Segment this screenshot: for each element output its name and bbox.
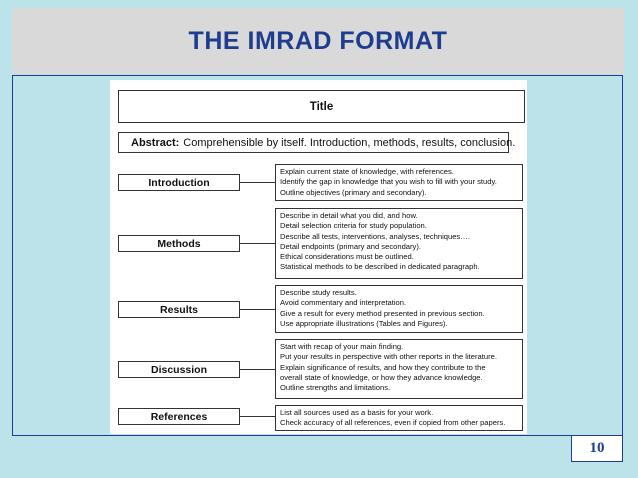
detail-line: overall state of knowledge, or how they advance knowledge. xyxy=(280,372,483,382)
detail-line: Ethical considerations must be outlined. xyxy=(280,252,414,262)
detail-line: Use appropriate illustrations (Tables and Figures). xyxy=(280,318,448,328)
section-introduction: Introduction xyxy=(118,174,240,191)
detail-line: Detail selection criteria for study population. xyxy=(280,221,427,231)
detail-line: Outline strengths and limitations. xyxy=(280,383,391,393)
detail-line: Put your results in perspective with other reports in the literature. xyxy=(280,352,497,362)
detail-line: Explain significance of results, and how they contribute to the xyxy=(280,362,486,372)
imrad-diagram xyxy=(110,80,527,434)
detail-line: Give a result for every method presented in previous section. xyxy=(280,308,485,318)
slide-title-bar xyxy=(12,8,624,74)
abstract-label: Abstract: xyxy=(131,136,180,149)
detail-line: Describe in detail what you did, and how. xyxy=(280,211,418,220)
diagram-title-box: Title xyxy=(118,90,525,123)
detail-line: Identify the gap in knowledge that you wish to fill with your study. xyxy=(280,177,497,187)
detail-line: Avoid commentary and interpretation. xyxy=(280,298,407,308)
detail-line: Outline objectives (primary and secondary). xyxy=(280,187,427,197)
abstract-text: Comprehensible by itself. Introduction, methods, results, conclusion. xyxy=(183,136,516,149)
section-results: Results xyxy=(118,301,240,318)
detail-line: Detail endpoints (primary and secondary). xyxy=(280,241,421,251)
detail-references xyxy=(275,405,523,431)
connector-references xyxy=(240,416,275,417)
detail-results xyxy=(275,285,523,333)
detail-introduction xyxy=(275,164,523,201)
detail-line: List all sources used as a basis for your work. xyxy=(280,408,434,417)
detail-line: Start with recap of your main finding. xyxy=(280,342,404,351)
detail-line: Check accuracy of all references, even if copied from other papers. xyxy=(280,418,506,428)
detail-line: Explain current state of knowledge, with references. xyxy=(280,167,454,176)
connector-introduction xyxy=(240,182,275,183)
slide-title: THE IMRAD FORMAT xyxy=(188,26,448,55)
section-methods: Methods xyxy=(118,235,240,252)
detail-line: Describe study results. xyxy=(280,288,357,297)
page-number: 10 xyxy=(571,436,623,462)
detail-line: Statistical methods to be described in dedicated paragraph. xyxy=(280,262,480,272)
detail-methods xyxy=(275,208,523,279)
section-references: References xyxy=(118,408,240,425)
connector-discussion xyxy=(240,369,275,370)
abstract-box xyxy=(118,132,516,153)
connector-methods xyxy=(240,243,275,244)
detail-line: Describe all tests, interventions, analyses, techniques…. xyxy=(280,231,470,241)
section-discussion: Discussion xyxy=(118,361,240,378)
connector-results xyxy=(240,309,275,310)
detail-discussion xyxy=(275,339,523,399)
